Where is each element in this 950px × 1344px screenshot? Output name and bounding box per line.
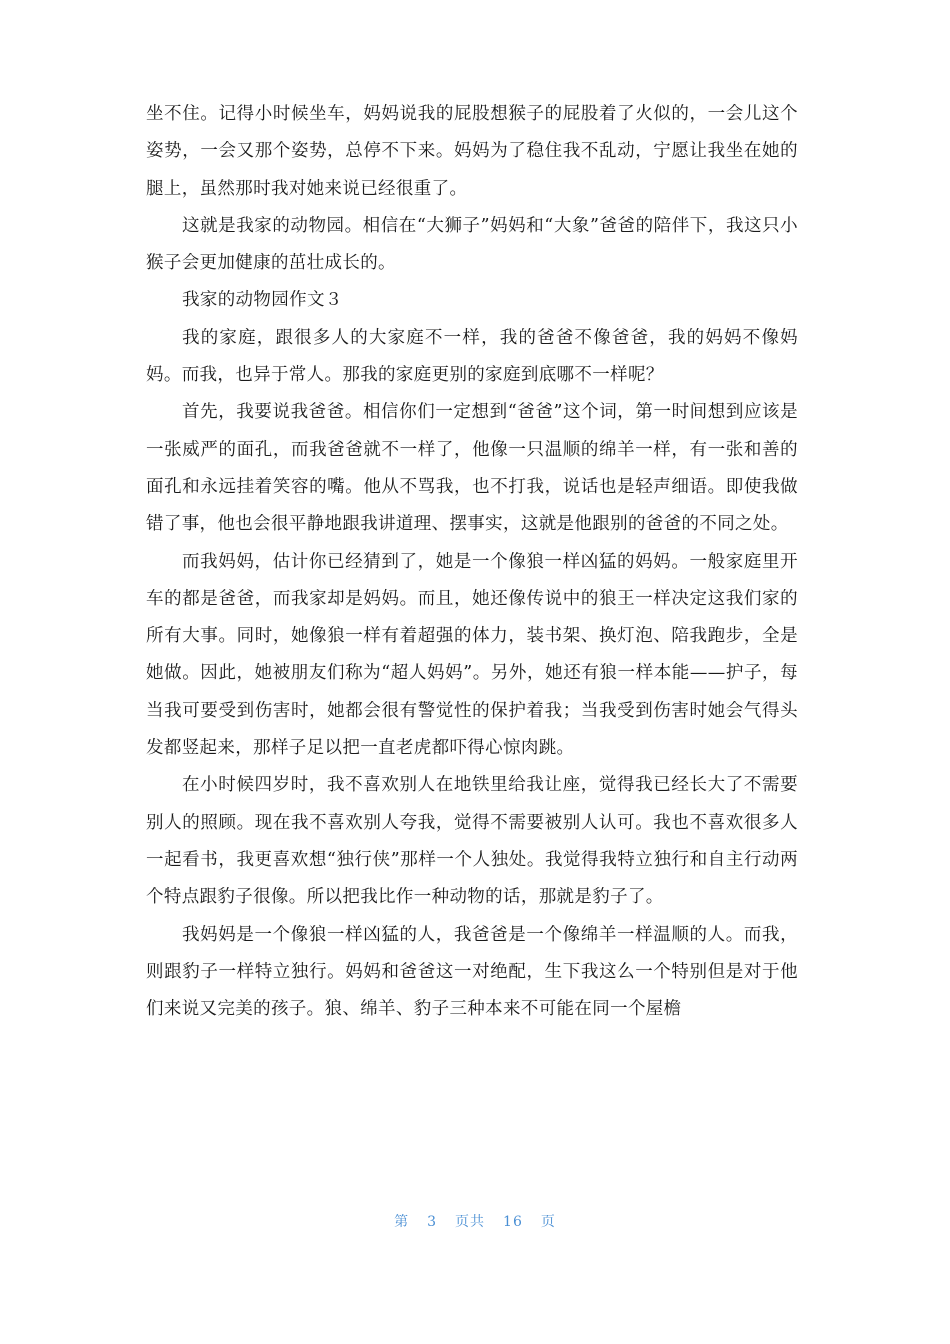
- section-heading: 我家的动物园作文３: [182, 290, 343, 311]
- paragraph: 首先，我要说我爸爸。相信你们一定想到“爸爸”这个词，第一时间想到应该是一张威严的面孔，而我爸爸就不一样了，他像一只温顺的绵羊一样，有一张和善的面孔和永远挂着笑容的嘴。他从不骂我，也不打我，说话也是轻声细语。即使我做错了事，他也会很平静地跟我讲道理、摆事实，这就是他跟别的爸爸的不同之处。: [146, 402, 798, 535]
- footer-prefix: 第: [394, 1214, 410, 1230]
- paragraph: 在小时候四岁时，我不喜欢别人在地铁里给我让座，觉得我已经长大了不需要别人的照顾。现在我不喜欢别人夸我，觉得不需要被别人认可。我也不喜欢很多人一起看书，我更喜欢想“独行侠”那样一个人独处。我觉得我特立独行和自主行动两个特点跟豹子很像。所以把我比作一种动物的话，那就是豹子了。: [146, 775, 798, 908]
- page-footer: [0, 1211, 950, 1231]
- paragraph: 我的家庭，跟很多人的大家庭不一样，我的爸爸不像爸爸，我的妈妈不像妈妈。而我，也异于常人。那我的家庭更别的家庭到底哪不一样呢？: [146, 327, 798, 386]
- paragraph: 这就是我家的动物园。相信在“大狮子”妈妈和“大象”爸爸的陪伴下，我这只小猴子会更加健康的茁壮成长的。: [146, 215, 798, 274]
- paragraph: 而我妈妈，估计你已经猜到了，她是一个像狼一样凶猛的妈妈。一般家庭里开车的都是爸爸，而我家却是妈妈。而且，她还像传说中的狼王一样决定这我们家的所有大事。同时，她像狼一样有着超强的体力，装书架、换灯泡、陪我跑步，全是她做。因此，她被朋友们称为“超人妈妈”。另外，她还有狼一样本能——护子，每当我可要受到伤害时，她都会很有警觉性的保护着我；当我受到伤害时她会气得头发都竖起来，那样子足以把一直老虎都吓得心惊肉跳。: [146, 551, 798, 759]
- paragraph: 我妈妈是一个像狼一样凶猛的人，我爸爸是一个像绵羊一样温顺的人。而我，则跟豹子一样特立独行。妈妈和爸爸这一对绝配，生下我这么一个特别但是对于他们来说又完美的孩子。狼、绵羊、豹子三种本来不可能在同一个屋檐: [146, 924, 798, 1020]
- footer-middle: 页共: [455, 1214, 486, 1230]
- document-body: [146, 96, 798, 1028]
- footer-suffix: 页: [540, 1214, 556, 1230]
- paragraph: 坐不住。记得小时候坐车，妈妈说我的屁股想猴子的屁股着了火似的，一会儿这个姿势，一会又那个姿势，总停不下来。妈妈为了稳住我不乱动，宁愿让我坐在她的腿上，虽然那时我对她来说已经很重了。: [146, 104, 798, 199]
- total-page-count: 16: [503, 1214, 523, 1230]
- current-page-number: 3: [427, 1214, 438, 1230]
